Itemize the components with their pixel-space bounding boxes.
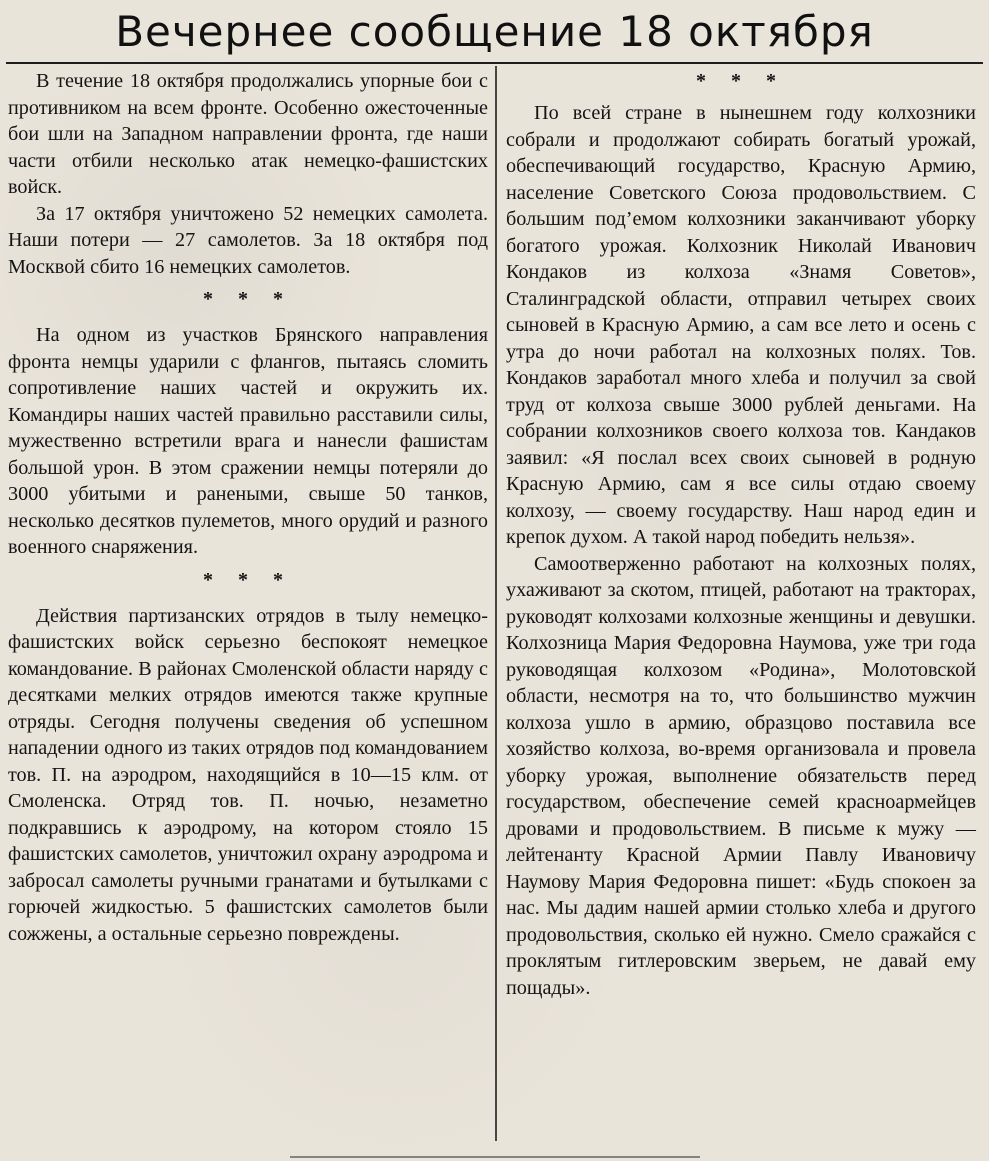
paragraph-women-collective-farms: Самоотверженно работают на колхозных полях, ухаживают за скотом, птицей, работают на тракторах, руководят колхозами колхозные женщины и девушки. Колхозница Мария Федоровна Наумова, уже три года руководящая колхозом «Родина», Молотовской области, несмотря на то, что большинство мужчин колхоза ушло в армию, образцово поставила все хозяйство колхоза, во-время организовала и провела уборку урожая, выполнение обязательств перед государством, обеспечение семей красноармейцев дровами и продовольствием. В письме к мужу — лейтенанту Красной Армии Павлу Ивановичу Наумову Мария Федоровна пишет: «Будь спокоен за нас. Мы дадим нашей армии столько хлеба и другого продовольствия, сколько ей нужно. Смело сражайся с проклятым гитлеровским зверьем, не давай ему пощады».	[506, 552, 976, 999]
column-divider	[495, 66, 497, 1141]
section-separator: * * *	[203, 288, 293, 310]
left-column	[8, 68, 488, 947]
headline: Вечернее сообщение 18 октября	[115, 7, 874, 56]
headline-rule	[6, 62, 983, 64]
section-separator: * * *	[696, 70, 786, 92]
right-column	[506, 68, 976, 1001]
section-separator: * * *	[203, 568, 293, 591]
paragraph-harvest-kondakov: По всей стране в нынешнем году колхозники собрали и продолжают собирать богатый урожай, обеспечивающий государство, Красную Армию, население Советского Союза продовольствием. С большим под’емом колхозники заканчивают уборку богатого урожая. Колхозник Николай Иванович Кондаков из колхоза «Знамя Советов», Сталинградской области, отправил четырех своих сыновей в Красную Армию, а сам все лето и осень с утра до ночи работал на колхозных полях. Тов. Кондаков заработал много хлеба и получил за свой труд от колхоза свыше 3000 рублей деньгами. На собрании колхозников своего колхоза тов. Кандаков заявил: «Я послал всех своих сыновей в родную Красную Армию, сам я все силы отдаю своему колхозу, — своему государству. Наш народ един и крепок духом. А такой народ победить нельзя».	[506, 102, 976, 548]
paragraph-front-summary: В течение 18 октября продолжались упорные бои с противником на всем фронте. Особенно ожесточенные бои шли на Западном направлении фронта, где наши части отбили несколько атак немецко-фашистских войск.	[8, 70, 488, 198]
bottom-rule	[290, 1156, 700, 1158]
paragraph-bryansk-direction: На одном из участков Брянского направления фронта немцы ударили с флангов, пытаясь сломить сопротивление наших частей и окружить их. Командиры наших частей правильно расставили силы, мужественно встретили врага и нанесли фашистам большой урон. В этом сражении немцы потеряли до 3000 убитыми и ранеными, свыше 50 танков, несколько десятков пулеметов, много орудий и разного военного снаряжения.	[8, 324, 488, 558]
paragraph-partisan-raid: Действия партизанских отрядов в тылу немецко-фашистских войск серьезно беспокоят немецкое командование. В районах Смоленской области наряду с десятками мелких отрядов имеются также крупные отряды. Сегодня получены сведения об успешном нападении одного из таких отрядов под командованием тов. П. на аэродром, находящийся в 10—15 клм. от Смоленска. Отряд тов. П. ночью, незаметно подкравшись к аэродрому, на котором стояло 15 фашистских самолетов, уничтожил охрану аэродрома и забросал самолеты ручными гранатами и бутылками с горючей жидкостью. 5 фашистских самолетов были сожжены, а остальные серьезно повреждены.	[8, 604, 488, 945]
paragraph-aircraft-losses: За 17 октября уничтожено 52 немецких самолета. Наши потери — 27 самолетов. За 18 октября под Москвой сбито 16 немецких самолетов.	[8, 202, 488, 278]
